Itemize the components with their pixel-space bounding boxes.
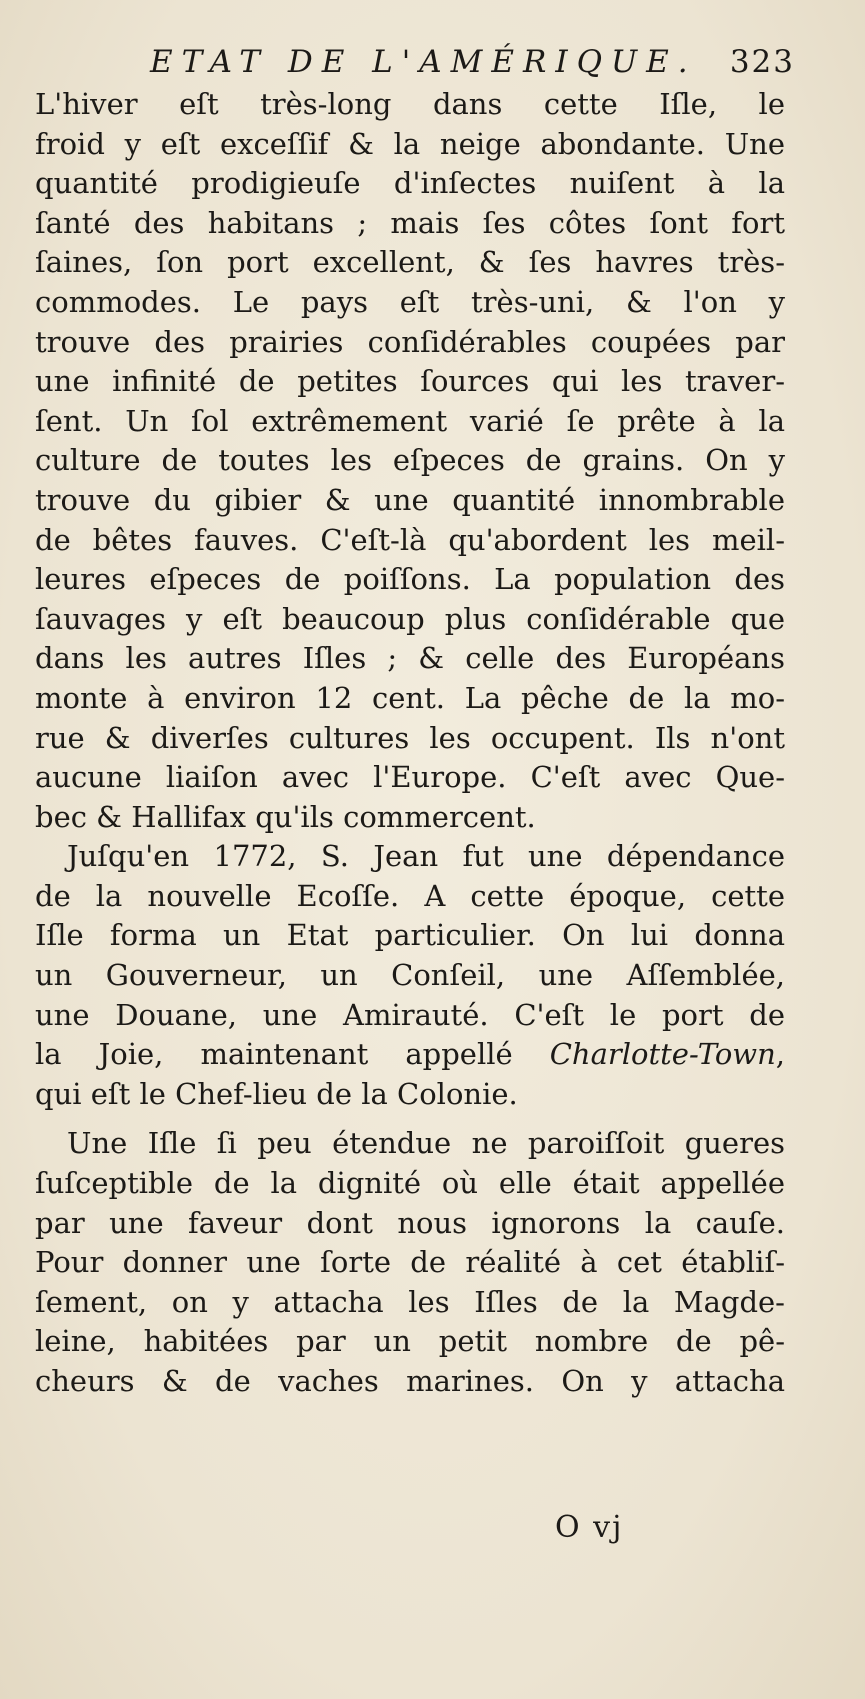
text-line: dans les autres Iſles ; & celle des Européans bbox=[35, 641, 785, 676]
page-number: 323 bbox=[729, 44, 795, 80]
text-line: leine, habitées par un petit nombre de pê- bbox=[35, 1324, 785, 1359]
running-title: ETAT DE L'AMÉRIQUE. bbox=[150, 44, 697, 80]
text-span: , bbox=[775, 1037, 785, 1072]
text-line: ſuſceptible de la dignité où elle était appellée bbox=[35, 1166, 785, 1201]
italic-place-name: Charlotte-Town bbox=[549, 1037, 776, 1072]
signature-mark: O vj bbox=[555, 1510, 624, 1545]
body-text bbox=[35, 85, 785, 1402]
text-line: Une Iſle ſi peu étendue ne paroiſſoit gueres bbox=[67, 1126, 785, 1161]
text-line: froid y eſt exceſſif & la neige abondante. Une bbox=[35, 126, 785, 161]
text-line: de la nouvelle Ecoſſe. A cette époque, cette bbox=[35, 878, 785, 913]
text-line: ſement, on y attacha les Iſles de la Magde- bbox=[35, 1284, 785, 1319]
text-line: une Douane, une Amirauté. C'eſt le port de bbox=[35, 997, 785, 1032]
page-header bbox=[150, 44, 795, 84]
text-span: la Joie, maintenant appellé bbox=[35, 1037, 550, 1072]
text-line-with-italic bbox=[35, 1035, 785, 1075]
text-line: rue & diverſes cultures les occupent. Ils n'ont bbox=[35, 720, 785, 755]
text-line: bec & Hallifax qu'ils commercent. bbox=[35, 799, 536, 834]
text-line: cheurs & de vaches marines. On y attacha bbox=[35, 1364, 785, 1398]
text-line: qui eſt le Chef-lieu de la Colonie. bbox=[35, 1076, 518, 1111]
text-line: culture de toutes les eſpeces de grains. On y bbox=[35, 443, 785, 478]
text-line: une infinité de petites ſources qui les traver- bbox=[35, 364, 785, 399]
text-line: aucune liaiſon avec l'Europe. C'eſt avec Que- bbox=[35, 760, 785, 795]
text-line: leures eſpeces de poiſſons. La population des bbox=[35, 562, 785, 597]
text-line: monte à environ 12 cent. La pêche de la mo- bbox=[35, 680, 785, 715]
text-line: un Gouverneur, un Conſeil, une Aſſemblée, bbox=[35, 958, 785, 993]
text-line: ſaines, ſon port excellent, & ſes havres très- bbox=[35, 245, 785, 280]
text-line: commodes. Le pays eſt très-uni, & l'on y bbox=[35, 284, 785, 319]
text-line: trouve du gibier & une quantité innombrable bbox=[35, 482, 785, 517]
text-line: Juſqu'en 1772, S. Jean fut une dépendance bbox=[67, 839, 785, 874]
text-line: ſanté des habitans ; mais ſes côtes ſont fort bbox=[35, 205, 785, 240]
text-line: trouve des prairies conſidérables coupées par bbox=[35, 324, 785, 359]
text-line: ſent. Un ſol extrêmement varié ſe prête à la bbox=[35, 403, 785, 438]
text-line: Iſle forma un Etat particulier. On lui donna bbox=[35, 918, 785, 953]
text-line: par une faveur dont nous ignorons la cauſe. bbox=[35, 1205, 785, 1240]
text-line: de bêtes fauves. C'eſt-là qu'abordent les meil- bbox=[35, 522, 785, 557]
text-line: quantité prodigieuſe d'inſectes nuiſent à la bbox=[35, 166, 785, 201]
text-line: Pour donner une ſorte de réalité à cet établiſ- bbox=[35, 1245, 785, 1280]
text-line: L'hiver eſt très-long dans cette Iſle, le bbox=[35, 87, 785, 121]
text-line: ſauvages y eſt beaucoup plus conſidérable que bbox=[35, 601, 785, 636]
